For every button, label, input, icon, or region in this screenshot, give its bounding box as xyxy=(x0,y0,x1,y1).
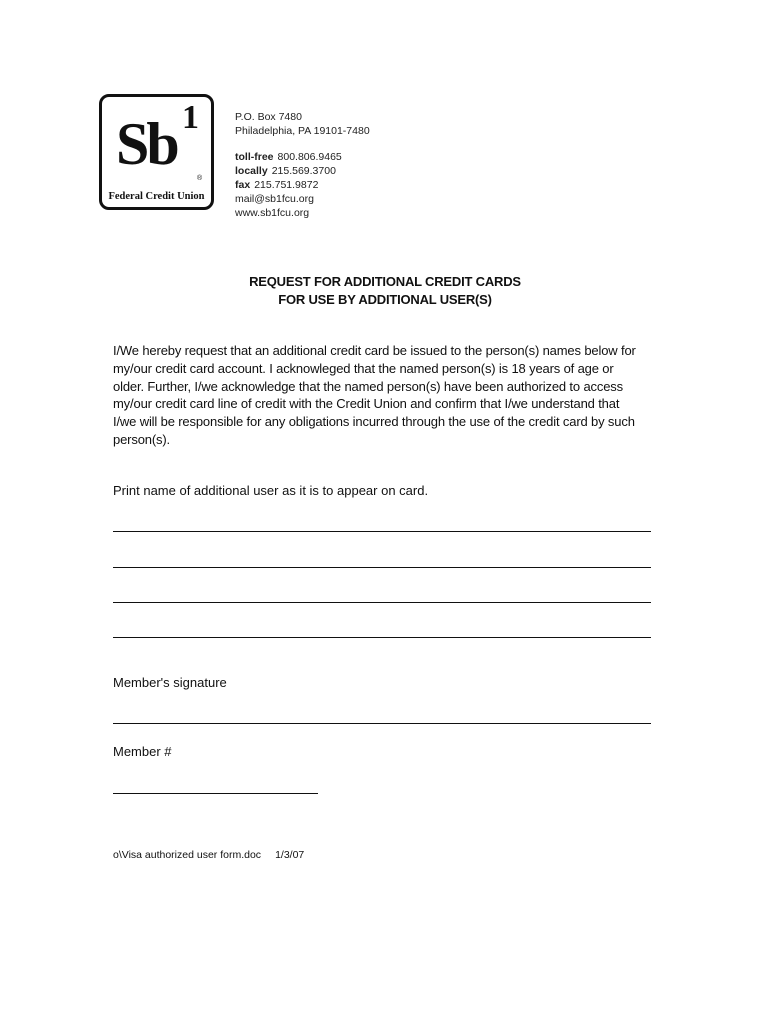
paragraph-line: my/our credit card account. I acknowleged that the named person(s) is 18 years of age or xyxy=(113,360,614,376)
footer-date: 1/3/07 xyxy=(275,849,305,861)
additional-user-name-line-1[interactable] xyxy=(113,531,651,532)
logo-mark: Sb xyxy=(116,111,177,177)
paragraph-line: my/our credit card line of credit with the Credit Union and confirm that I/we understand that xyxy=(113,396,620,412)
print-name-label: Print name of additional user as it is to appear on card. xyxy=(113,483,429,498)
additional-user-name-line-3[interactable] xyxy=(113,602,651,603)
tollfree-label: toll-free xyxy=(235,151,274,163)
fax-label: fax xyxy=(235,179,251,191)
request-paragraph xyxy=(113,342,673,449)
member-number-line[interactable] xyxy=(113,793,318,794)
member-signature-line[interactable] xyxy=(113,723,651,724)
member-number-label: Member # xyxy=(113,744,172,759)
locally-label: locally xyxy=(235,165,268,177)
additional-user-name-line-4[interactable] xyxy=(113,637,651,638)
local-phone-row xyxy=(235,164,370,178)
paragraph-line: I/We hereby request that an additional credit card be issued to the person(s) names below for xyxy=(113,343,636,358)
fax-number: 215.751.9872 xyxy=(254,179,319,191)
fax-row xyxy=(235,178,370,192)
contact-block xyxy=(235,110,370,220)
document-footer xyxy=(113,848,304,862)
paragraph-line: older. Further, I/we acknowledge that the named person(s) have been authorized to access xyxy=(113,378,623,394)
form-title xyxy=(0,273,770,309)
local-phone-number: 215.569.3700 xyxy=(271,165,336,177)
tollfree-number: 800.806.9465 xyxy=(277,151,342,163)
address-line-2: Philadelphia, PA 19101-7480 xyxy=(235,125,370,137)
website-url: www.sb1fcu.org xyxy=(235,207,310,219)
paragraph-line: person(s). xyxy=(113,431,171,447)
form-title-line-1: REQUEST FOR ADDITIONAL CREDIT CARDS xyxy=(249,274,521,289)
form-title-line-2: FOR USE BY ADDITIONAL USER(S) xyxy=(278,292,492,307)
logo-tagline: Federal Credit Union xyxy=(108,191,205,202)
address-line-1: P.O. Box 7480 xyxy=(235,111,302,123)
email-address: mail@sb1fcu.org xyxy=(235,193,314,205)
registered-mark: ® xyxy=(197,175,203,182)
member-signature-label: Member's signature xyxy=(113,675,227,690)
logo-superscript: 1 xyxy=(182,99,199,136)
paragraph-line: I/we will be responsible for any obligations incurred through the use of the credit card by such xyxy=(113,414,635,430)
sb1-logo xyxy=(99,94,214,210)
tollfree-row xyxy=(235,150,370,164)
additional-user-name-line-2[interactable] xyxy=(113,567,651,568)
footer-filename: o\Visa authorized user form.doc xyxy=(113,849,262,861)
